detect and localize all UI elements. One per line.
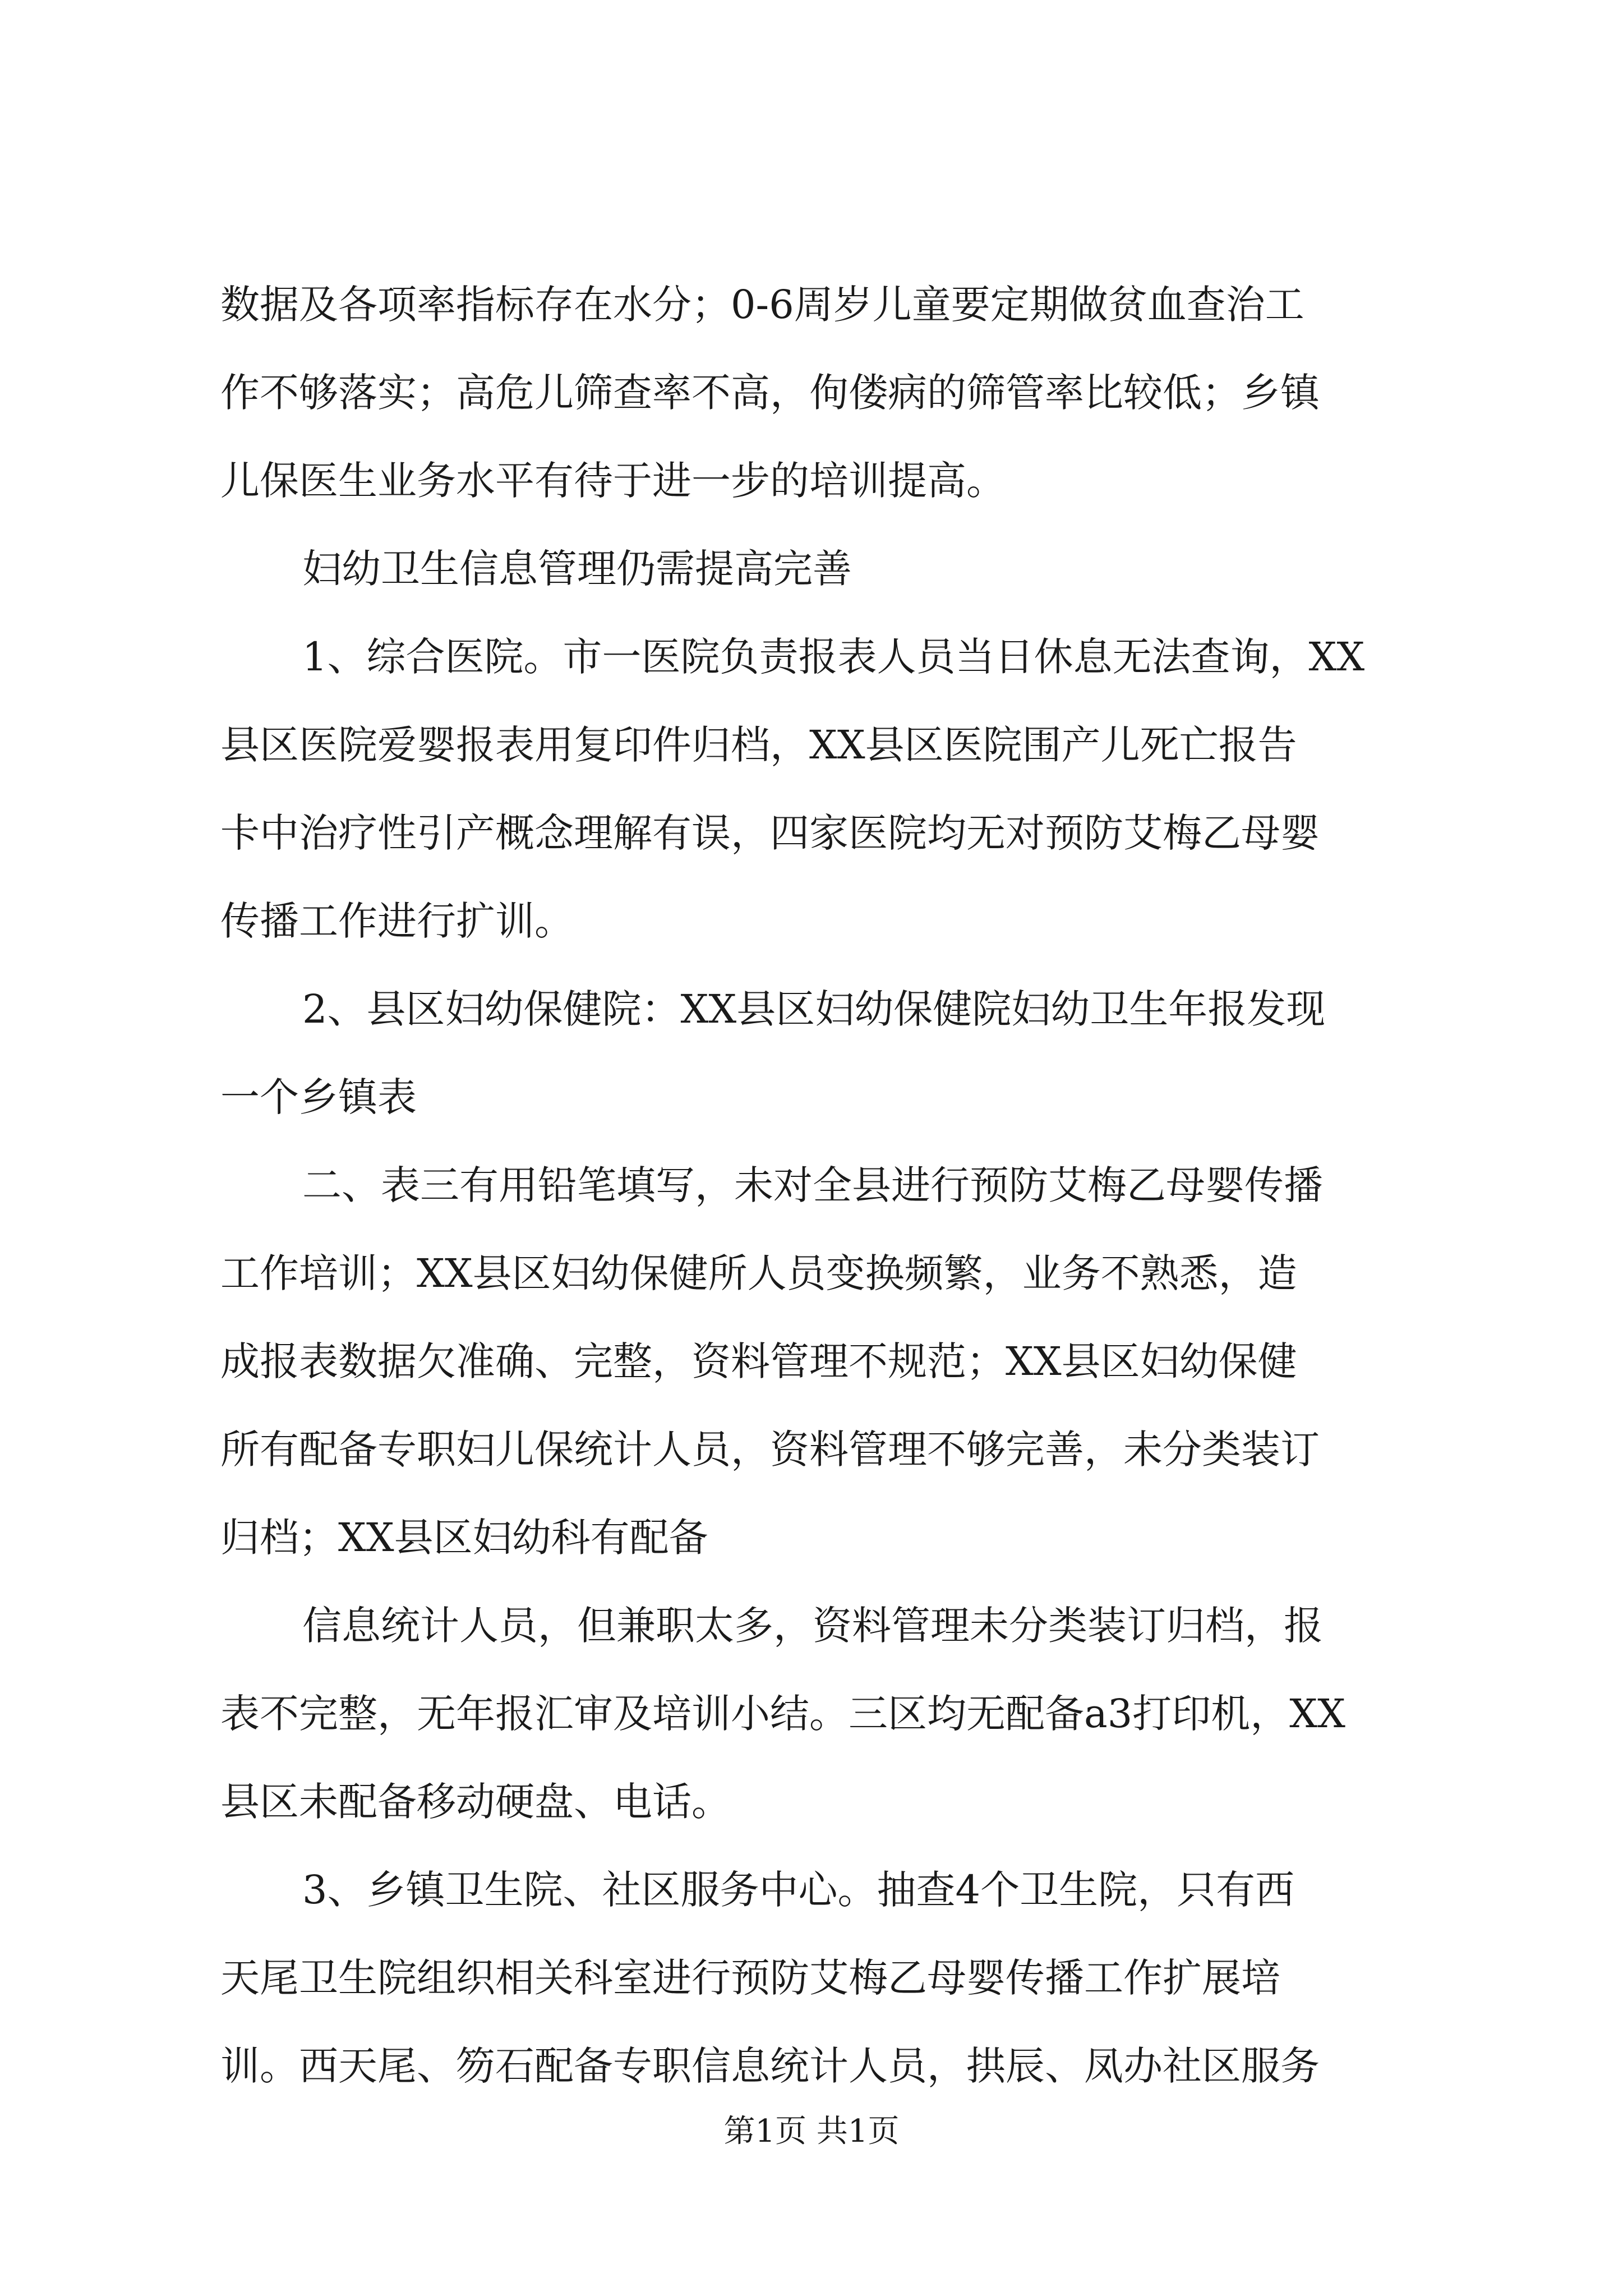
text-line: 所有配备专职妇儿保统计人员，资料管理不够完善，未分类装订 bbox=[220, 1427, 1320, 1473]
section-heading: 妇幼卫生信息管理仍需提高完善 bbox=[302, 546, 852, 592]
text-line: 天尾卫生院组织相关科室进行预防艾梅乙母婴传播工作扩展培 bbox=[220, 1955, 1280, 2001]
text-line: 县区医院爱婴报表用复印件归档，XX县区医院围产儿死亡报告 bbox=[220, 722, 1297, 768]
text-line: 工作培训；XX县区妇幼保健所人员变换频繁，业务不熟悉，造 bbox=[220, 1250, 1297, 1296]
text-line: 1、综合医院。市一医院负责报表人员当日休息无法查询，XX bbox=[302, 634, 1365, 680]
text-line: 作不够落实；高危儿筛查率不高，佝偻病的筛管率比较低；乡镇 bbox=[220, 370, 1320, 416]
text-line: 信息统计人员，但兼职太多，资料管理未分类装订归档，报 bbox=[302, 1603, 1323, 1649]
text-line: 归档；XX县区妇幼科有配备 bbox=[220, 1515, 708, 1561]
document-body bbox=[220, 261, 1437, 2110]
text-line: 二、表三有用铅笔填写，未对全县进行预防艾梅乙母婴传播 bbox=[302, 1162, 1323, 1208]
text-line: 2、县区妇幼保健院：XX县区妇幼保健院妇幼卫生年报发现 bbox=[302, 986, 1326, 1032]
text-line: 传播工作进行扩训。 bbox=[220, 898, 574, 944]
text-line: 县区未配备移动硬盘、电话。 bbox=[220, 1779, 731, 1825]
text-line: 3、乡镇卫生院、社区服务中心。抽查4个卫生院，只有西 bbox=[302, 1867, 1295, 1913]
page-number-footer: 第1页 共1页 bbox=[723, 2113, 900, 2150]
text-line: 数据及各项率指标存在水分；0-6周岁儿童要定期做贫血查治工 bbox=[220, 282, 1304, 328]
text-line: 卡中治疗性引产概念理解有误，四家医院均无对预防艾梅乙母婴 bbox=[220, 810, 1320, 856]
text-line: 儿保医生业务水平有待于进一步的培训提高。 bbox=[220, 458, 1006, 504]
text-line: 表不完整，无年报汇审及培训小结。三区均无配备a3打印机，XX bbox=[220, 1691, 1345, 1737]
text-line: 成报表数据欠准确、完整，资料管理不规范；XX县区妇幼保健 bbox=[220, 1338, 1297, 1384]
text-line: 训。西天尾、笏石配备专职信息统计人员，拱辰、凤办社区服务 bbox=[220, 2043, 1320, 2089]
text-line: 一个乡镇表 bbox=[220, 1074, 417, 1120]
